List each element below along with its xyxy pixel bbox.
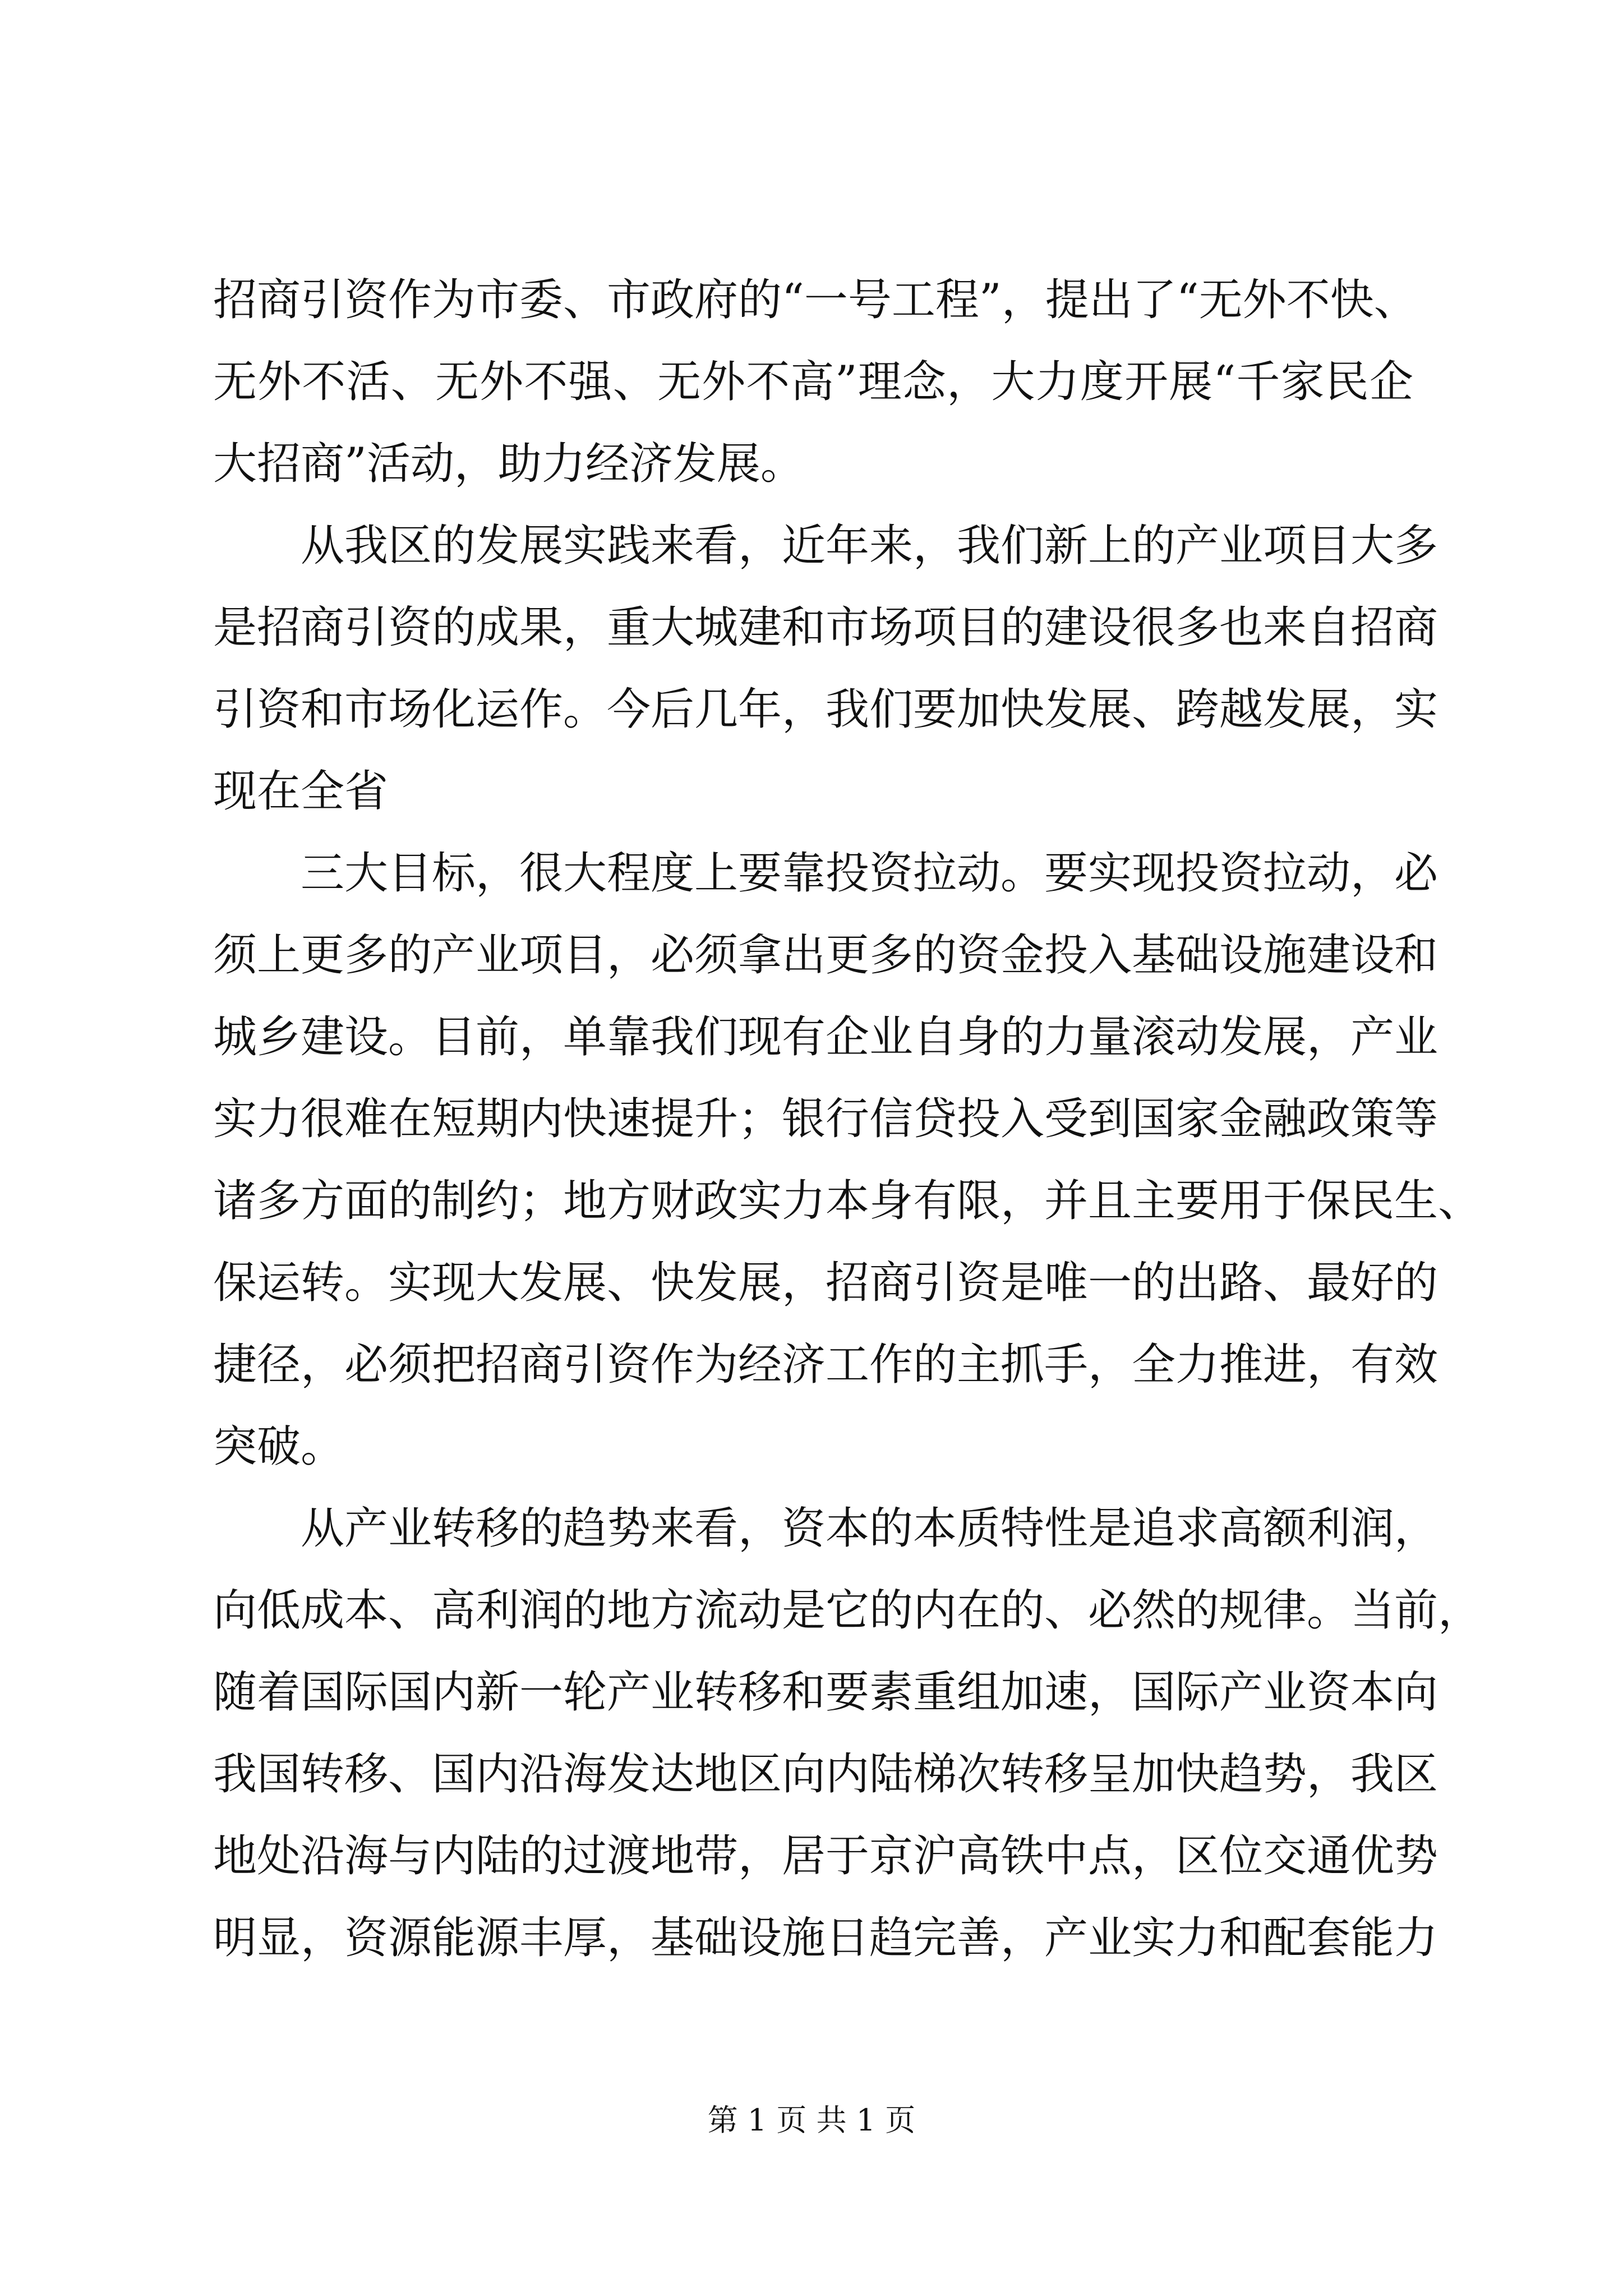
- text-line: 引资和市场化运作。今后几年，我们要加快发展、跨越发展，实: [213, 684, 1438, 735]
- text-line: 现在全省: [213, 766, 389, 817]
- text-line: 无外不活、无外不强、无外不高”理念，大力度开展“千家民企: [213, 357, 1413, 407]
- paragraph-first-line: 从产业转移的趋势来看，资本的本质特性是追求高额利润，: [301, 1503, 1438, 1554]
- text-line: 招商引资作为市委、市政府的“一号工程”，提出了“无外不快、: [213, 275, 1418, 325]
- text-line: 捷径，必须把招商引资作为经济工作的主抓手，全力推进，有效: [213, 1340, 1438, 1390]
- document-body: [213, 259, 1482, 1979]
- text-line: 我国转移、国内沿海发达地区向内陆梯次转移呈加快趋势，我区: [213, 1749, 1438, 1800]
- text-line: 须上更多的产业项目，必须拿出更多的资金投入基础设施建设和: [213, 930, 1438, 981]
- text-line: 诸多方面的制约；地方财政实力本身有限，并且主要用于保民生、: [213, 1176, 1482, 1226]
- text-line: 大招商”活动，助力经济发展。: [213, 439, 804, 489]
- page-number-footer: 第 1 页 共 1 页: [707, 2102, 916, 2138]
- text-line: 明显，资源能源丰厚，基础设施日趋完善，产业实力和配套能力: [213, 1913, 1438, 1963]
- text-line: 突破。: [213, 1421, 345, 1472]
- text-line: 保运转。实现大发展、快发展，招商引资是唯一的出路、最好的: [213, 1258, 1438, 1308]
- text-line: 是招商引资的成果，重大城建和市场项目的建设很多也来自招商: [213, 602, 1438, 653]
- text-line: 实力很难在短期内快速提升；银行信贷投入受到国家金融政策等: [213, 1094, 1438, 1144]
- paragraph-first-line: 三大目标，很大程度上要靠投资拉动。要实现投资拉动，必: [301, 848, 1438, 899]
- text-line: 向低成本、高利润的地方流动是它的内在的、必然的规律。当前，: [213, 1585, 1482, 1636]
- text-line: 地处沿海与内陆的过渡地带，居于京沪高铁中点，区位交通优势: [213, 1831, 1438, 1881]
- paragraph-first-line: 从我区的发展实践来看，近年来，我们新上的产业项目大多: [301, 521, 1438, 571]
- text-line: 随着国际国内新一轮产业转移和要素重组加速，国际产业资本向: [213, 1667, 1438, 1718]
- text-line: 城乡建设。目前，单靠我们现有企业自身的力量滚动发展，产业: [213, 1012, 1438, 1062]
